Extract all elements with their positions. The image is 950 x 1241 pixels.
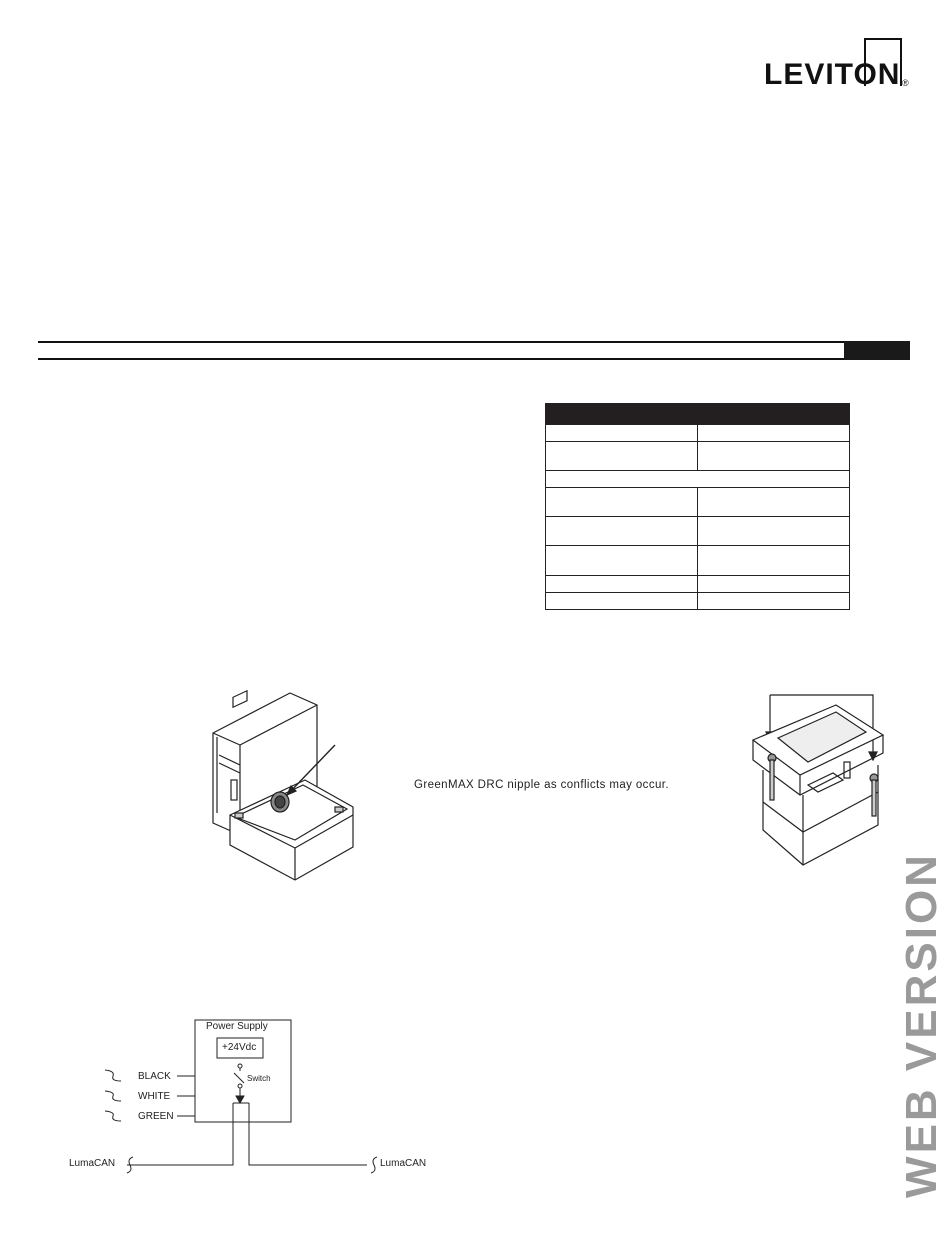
- table-cell: [698, 425, 850, 442]
- watermark-text: WEB VERSION: [897, 852, 946, 1198]
- table-cell: [546, 593, 698, 610]
- table-cell: [546, 576, 698, 593]
- device-box-illustration: [195, 685, 375, 885]
- lumacan-left-label: LumaCAN: [69, 1158, 116, 1169]
- table-cell: [546, 546, 698, 576]
- table-cell: [698, 442, 850, 471]
- spec-table: [545, 403, 850, 610]
- section-rule: [38, 341, 910, 360]
- table-cell: [698, 576, 850, 593]
- lumacan-right-label: LumaCAN: [380, 1158, 427, 1169]
- rule-block: [844, 341, 910, 360]
- table-cell: [546, 425, 698, 442]
- table-cell: [546, 442, 698, 471]
- install-caption: GreenMAX DRC nipple as conflicts may occur.: [414, 779, 669, 791]
- power-supply-label: Power Supply: [206, 1021, 268, 1032]
- leviton-logo: [764, 38, 914, 94]
- registered-mark: ®: [902, 78, 909, 88]
- table-cell: [698, 488, 850, 517]
- switch-label: Switch: [247, 1074, 271, 1083]
- table-cell: [546, 471, 850, 488]
- voltage-label: +24Vdc: [222, 1042, 257, 1053]
- web-version-watermark: [897, 820, 946, 1230]
- mounting-illustration: [748, 690, 898, 870]
- table-cell: [546, 488, 698, 517]
- table-cell: [698, 517, 850, 546]
- wire-green-label: GREEN: [138, 1111, 174, 1122]
- rule-line-bottom: [38, 358, 910, 360]
- wire-black-label: BLACK: [138, 1071, 171, 1082]
- spec-table-header: [546, 404, 850, 425]
- logo-text: LEVITON: [764, 58, 901, 91]
- table-cell: [698, 546, 850, 576]
- wire-white-label: WHITE: [138, 1091, 171, 1102]
- wiring-diagram: [69, 1015, 435, 1190]
- rule-line-top: [38, 341, 910, 343]
- table-cell: [546, 517, 698, 546]
- table-cell: [698, 593, 850, 610]
